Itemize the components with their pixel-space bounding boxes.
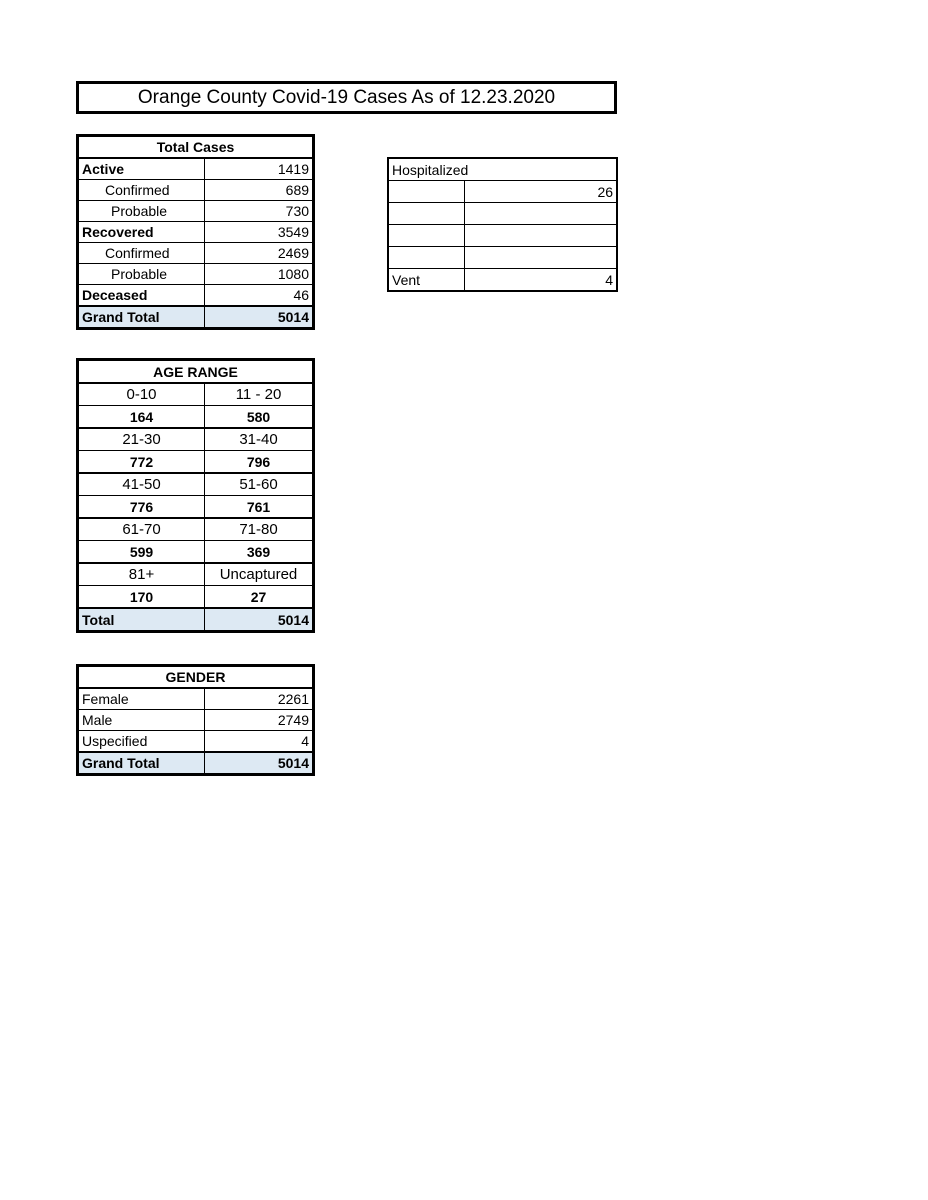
age-value-row xyxy=(78,451,314,474)
age-value: 27 xyxy=(205,586,314,609)
table-row xyxy=(388,247,617,269)
age-label: 71-80 xyxy=(205,518,314,541)
age-value: 761 xyxy=(205,496,314,519)
empty-cell xyxy=(464,203,617,225)
age-range-table xyxy=(76,358,315,633)
row-label: Recovered xyxy=(78,222,205,243)
table-row xyxy=(78,264,314,285)
age-value: 776 xyxy=(78,496,205,519)
age-value: 580 xyxy=(205,406,314,429)
age-label: 41-50 xyxy=(78,473,205,496)
row-value: 689 xyxy=(205,180,314,201)
empty-cell xyxy=(388,225,464,247)
table-row xyxy=(78,243,314,264)
row-value: 5014 xyxy=(205,752,314,775)
total-cases-table xyxy=(76,134,315,330)
grand-total-row xyxy=(78,306,314,329)
vent-value: 4 xyxy=(464,269,617,292)
row-value: 1080 xyxy=(205,264,314,285)
row-label: Grand Total xyxy=(78,306,205,329)
gender-table xyxy=(76,664,315,776)
row-label: Male xyxy=(78,710,205,731)
table-row xyxy=(78,158,314,180)
row-label: Probable xyxy=(78,201,205,222)
table-row xyxy=(78,688,314,710)
age-value: 772 xyxy=(78,451,205,474)
age-label: 31-40 xyxy=(205,428,314,451)
row-value: 5014 xyxy=(205,306,314,329)
empty-cell xyxy=(464,225,617,247)
age-label-row xyxy=(78,473,314,496)
age-label: 51-60 xyxy=(205,473,314,496)
age-label: 61-70 xyxy=(78,518,205,541)
table-row xyxy=(78,180,314,201)
age-value-row xyxy=(78,496,314,519)
age-label: Uncaptured xyxy=(205,563,314,586)
age-label: 81+ xyxy=(78,563,205,586)
age-value-row xyxy=(78,586,314,609)
row-value: 3549 xyxy=(205,222,314,243)
row-value: 2261 xyxy=(205,688,314,710)
age-total-label: Total xyxy=(78,608,205,632)
age-label: 21-30 xyxy=(78,428,205,451)
total-cases-header: Total Cases xyxy=(78,136,314,159)
table-row xyxy=(78,285,314,307)
row-label: Grand Total xyxy=(78,752,205,775)
age-label-row xyxy=(78,563,314,586)
row-value: 730 xyxy=(205,201,314,222)
grand-total-row xyxy=(78,752,314,775)
age-value: 369 xyxy=(205,541,314,564)
row-value: 46 xyxy=(205,285,314,307)
row-value: 4 xyxy=(205,731,314,753)
age-label-row xyxy=(78,428,314,451)
table-row xyxy=(388,181,617,203)
table-row xyxy=(78,201,314,222)
hospitalized-table xyxy=(387,157,618,292)
age-range-header: AGE RANGE xyxy=(78,360,314,384)
table-row xyxy=(388,269,617,292)
empty-cell xyxy=(388,247,464,269)
age-value: 599 xyxy=(78,541,205,564)
row-label: Confirmed xyxy=(78,243,205,264)
age-total-value: 5014 xyxy=(205,608,314,632)
empty-cell xyxy=(464,247,617,269)
row-value: 1419 xyxy=(205,158,314,180)
gender-header: GENDER xyxy=(78,666,314,689)
row-label: Female xyxy=(78,688,205,710)
empty-cell xyxy=(388,203,464,225)
row-label: Probable xyxy=(78,264,205,285)
age-value: 164 xyxy=(78,406,205,429)
age-label-row xyxy=(78,518,314,541)
age-total-row xyxy=(78,608,314,632)
age-label-row xyxy=(78,383,314,406)
empty-cell xyxy=(388,181,464,203)
age-label: 0-10 xyxy=(78,383,205,406)
row-value: 2469 xyxy=(205,243,314,264)
row-label: Uspecified xyxy=(78,731,205,753)
vent-label: Vent xyxy=(388,269,464,292)
table-row xyxy=(78,731,314,753)
age-value: 170 xyxy=(78,586,205,609)
page-title: Orange County Covid-19 Cases As of 12.23.2020 xyxy=(76,81,617,114)
row-label: Confirmed xyxy=(78,180,205,201)
hospitalized-header: Hospitalized xyxy=(388,158,617,181)
table-row xyxy=(388,225,617,247)
row-label: Deceased xyxy=(78,285,205,307)
hospitalized-value: 26 xyxy=(464,181,617,203)
age-value-row xyxy=(78,541,314,564)
age-label: 11 - 20 xyxy=(205,383,314,406)
row-value: 2749 xyxy=(205,710,314,731)
age-value: 796 xyxy=(205,451,314,474)
table-row xyxy=(388,203,617,225)
table-row xyxy=(78,222,314,243)
age-value-row xyxy=(78,406,314,429)
table-row xyxy=(78,710,314,731)
row-label: Active xyxy=(78,158,205,180)
